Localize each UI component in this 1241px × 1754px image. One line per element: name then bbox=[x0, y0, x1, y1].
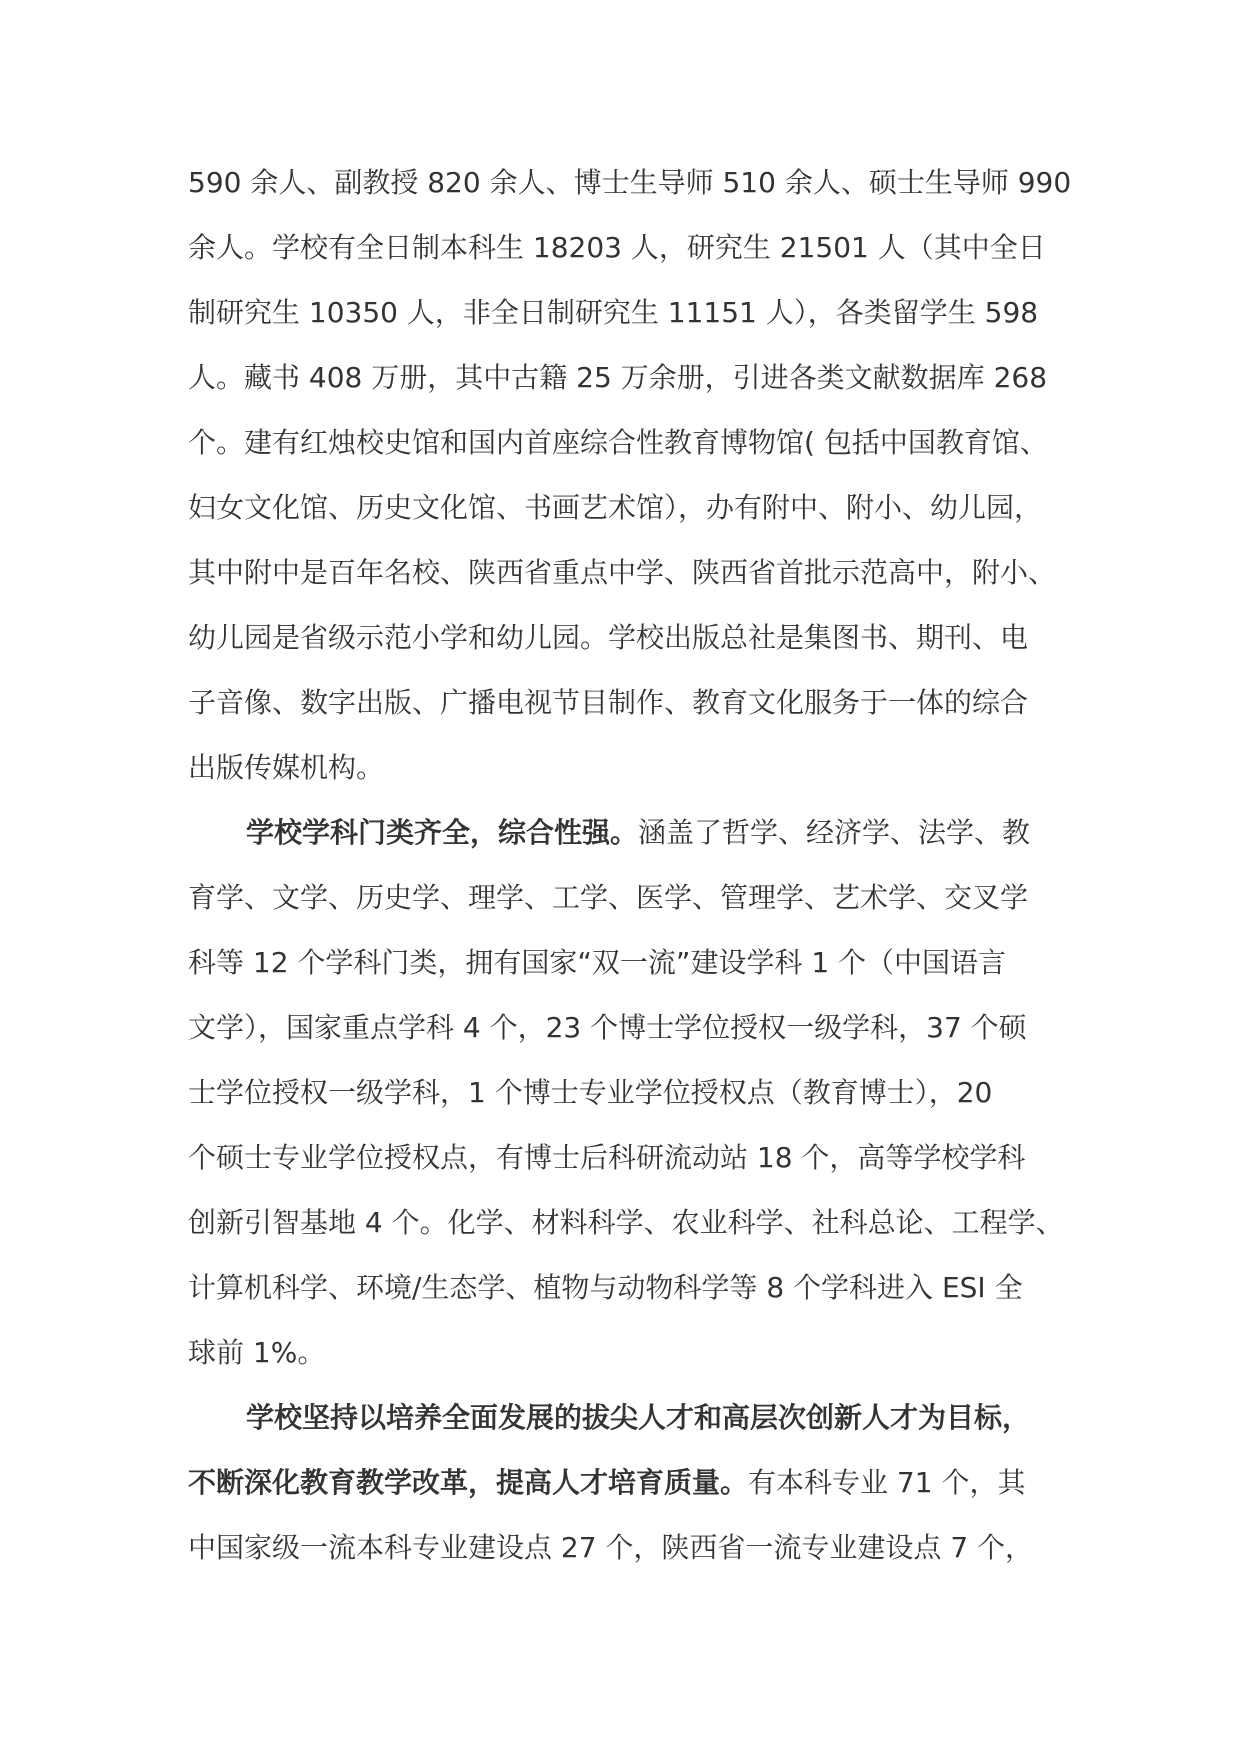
paragraph-2 bbox=[188, 800, 1088, 1385]
text-line: 子音像、数字出版、广播电视节目制作、教育文化服务于一体的综合 bbox=[188, 686, 1029, 719]
text-line: 个硕士专业学位授权点，有博士后科研流动站 18 个，高等学校学科 bbox=[188, 1141, 1026, 1174]
text-line: 文学），国家重点学科 4 个，23 个博士学位授权一级学科，37 个硕 bbox=[188, 1011, 1027, 1044]
text-line: 育学、文学、历史学、理学、工学、医学、管理学、艺术学、交叉学 bbox=[188, 881, 1029, 914]
paragraph-2-heading: 学校学科门类齐全，综合性强。 bbox=[246, 816, 639, 849]
text-line: 幼儿园是省级示范小学和幼儿园。学校出版总社是集图书、期刊、电 bbox=[188, 621, 1029, 654]
text-line: 士学位授权一级学科，1 个博士专业学位授权点（教育博士），20 bbox=[188, 1076, 993, 1109]
body-text bbox=[188, 150, 1088, 1580]
text-line bbox=[188, 1450, 1088, 1515]
text-line: 590 余人、副教授 820 余人、博士生导师 510 余人、硕士生导师 990 bbox=[188, 166, 1072, 199]
paragraph-3-lead-rest: 有本科专业 71 个，其 bbox=[748, 1466, 1026, 1499]
text-line: 球前 1%。 bbox=[188, 1336, 326, 1369]
paragraph-3-heading-line-1: 学校坚持以培养全面发展的拔尖人才和高层次创新人才为目标， bbox=[246, 1401, 1031, 1434]
text-line: 妇女文化馆、历史文化馆、书画艺术馆），办有附中、附小、幼儿园， bbox=[188, 491, 1043, 524]
paragraph-2-lead-rest: 涵盖了哲学、经济学、法学、教 bbox=[638, 816, 1031, 849]
text-line: 科等 12 个学科门类，拥有国家“双一流”建设学科 1 个（中国语言 bbox=[188, 946, 1007, 979]
text-line: 余人。学校有全日制本科生 18203 人，研究生 21501 人（其中全日 bbox=[188, 231, 1046, 264]
text-line: 个。建有红烛校史馆和国内首座综合性教育博物馆( 包括中国教育馆、 bbox=[188, 426, 1048, 459]
text-line: 制研究生 10350 人，非全日制研究生 11151 人），各类留学生 598 bbox=[188, 296, 1039, 329]
text-line bbox=[188, 800, 1088, 865]
paragraph-1 bbox=[188, 150, 1088, 800]
text-line: 出版传媒机构。 bbox=[188, 751, 385, 784]
text-line: 其中附中是百年名校、陕西省重点中学、陕西省首批示范高中，附小、 bbox=[188, 556, 1057, 589]
text-line: 中国家级一流本科专业建设点 27 个，陕西省一流专业建设点 7 个， bbox=[188, 1531, 1034, 1564]
paragraph-3-heading-line-2: 不断深化教育教学改革，提高人才培育质量。 bbox=[188, 1466, 749, 1499]
text-line: 计算机科学、环境/生态学、植物与动物科学等 8 个学科进入 ESI 全 bbox=[188, 1271, 1023, 1304]
text-line: 创新引智基地 4 个。化学、材料科学、农业科学、社科总论、工程学、 bbox=[188, 1206, 1064, 1239]
text-line: 人。藏书 408 万册，其中古籍 25 万余册，引进各类文献数据库 268 bbox=[188, 361, 1048, 394]
paragraph-3 bbox=[188, 1385, 1088, 1580]
